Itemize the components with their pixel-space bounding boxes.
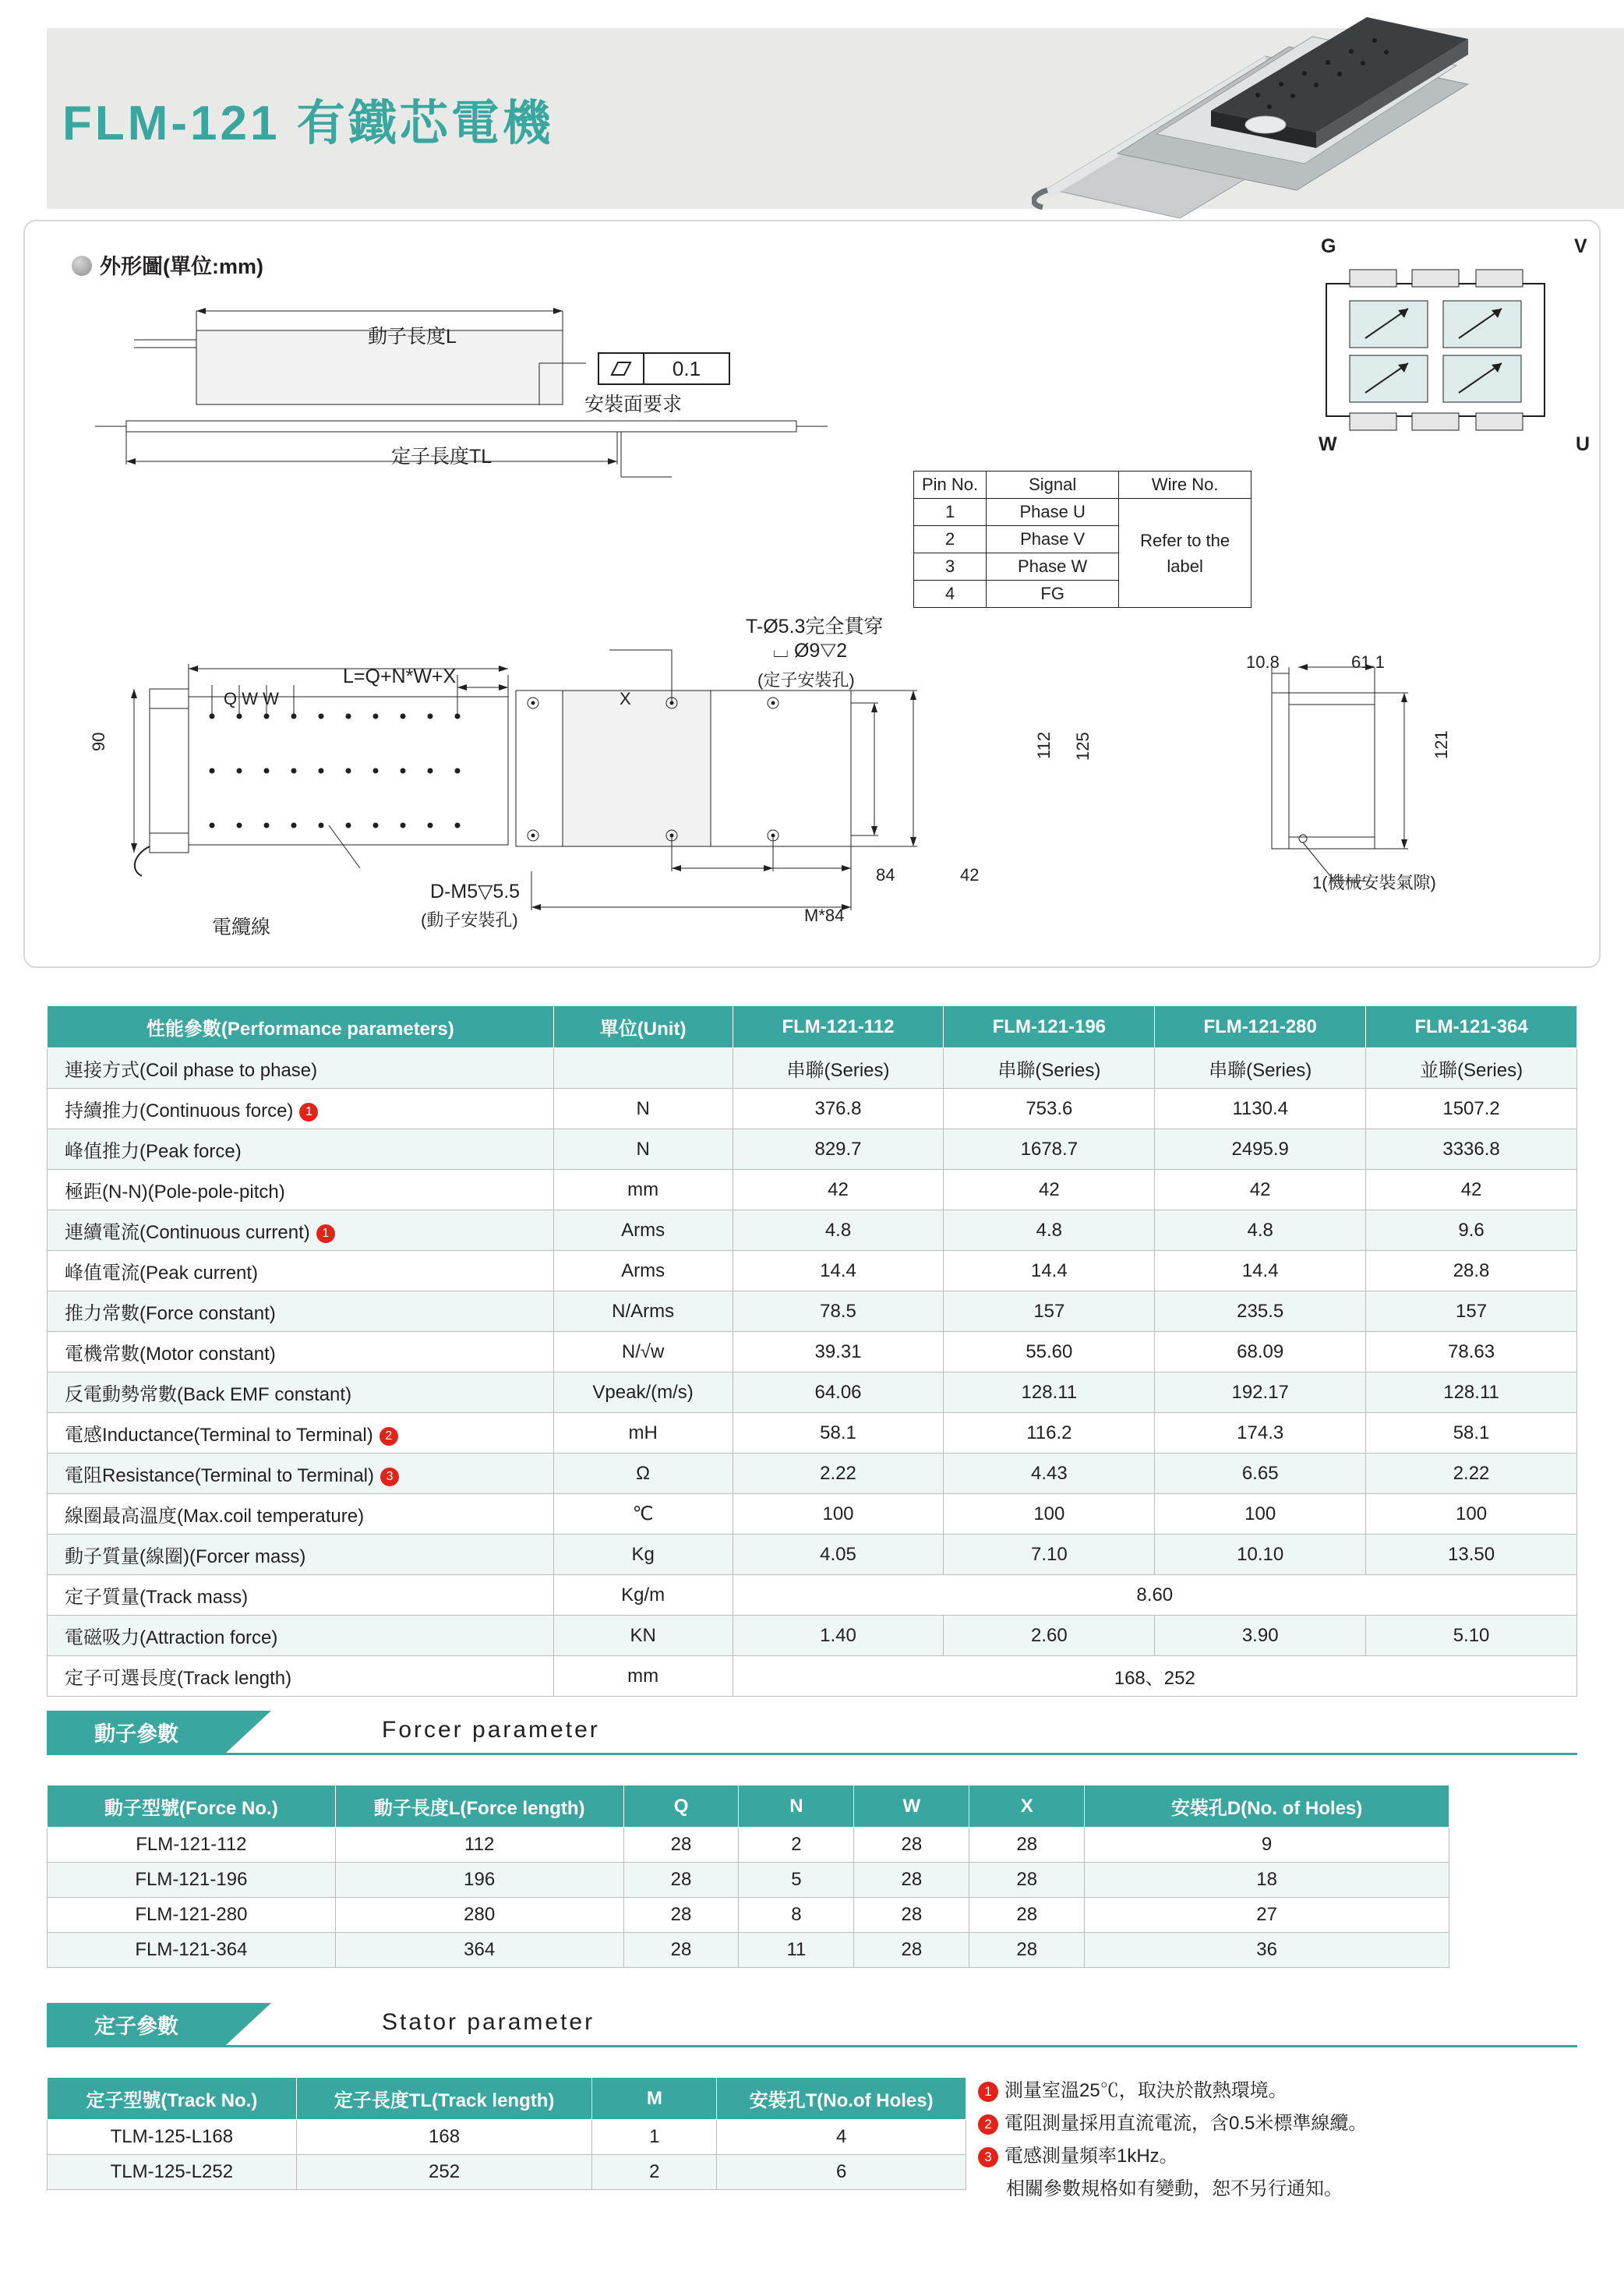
forcer-cell: 28 <box>854 1933 969 1968</box>
label-112: 112 <box>1034 731 1054 759</box>
perf-cell: 4.8 <box>733 1210 944 1251</box>
banner-triangle <box>226 1711 271 1753</box>
forcer-header-1: 動子長度L(Force length) <box>335 1786 623 1828</box>
perf-cell: 58.1 <box>733 1413 944 1454</box>
forcer-cell: 280 <box>335 1898 623 1933</box>
stator-cell: 168 <box>296 2120 592 2155</box>
table-row <box>48 1863 1449 1898</box>
pin-assignment-table <box>913 471 1252 608</box>
footnote-item: 1 測量室溫25℃，取決於散熱環境。 <box>978 2075 1586 2107</box>
perf-cell: 128.11 <box>1366 1372 1577 1413</box>
perf-cell: 1.40 <box>733 1616 944 1656</box>
perf-cell: 39.31 <box>733 1332 944 1372</box>
forcer-cell: 28 <box>623 1828 739 1863</box>
label-stator-hole-1: T-Ø5.3完全貫穿 <box>746 616 884 638</box>
stator-cell: TLM-125-L168 <box>48 2120 297 2155</box>
outline-drawing-panel <box>23 220 1601 968</box>
table-row <box>48 1494 1577 1535</box>
label-10-8: 10.8 <box>1246 652 1280 672</box>
label-U: U <box>1576 433 1590 455</box>
perf-header-2: FLM-121-112 <box>733 1006 944 1048</box>
stator-header-1: 定子長度TL(Track length) <box>296 2078 592 2120</box>
plan-view-drawing <box>126 642 1202 954</box>
label-stator-hole-3: (定子安裝孔) <box>757 670 855 690</box>
table-row <box>48 1372 1577 1413</box>
perf-cell: 100 <box>1155 1494 1366 1535</box>
stator-cell: 252 <box>296 2155 592 2190</box>
label-G: G <box>1321 235 1336 257</box>
label-cable: 電纜線 <box>212 917 271 938</box>
forcer-cell: 364 <box>335 1933 623 1968</box>
perf-cell: 4.05 <box>733 1535 944 1575</box>
perf-cell: 14.4 <box>944 1251 1155 1291</box>
perf-cell: 9.6 <box>1366 1210 1577 1251</box>
pin-cell: 1 <box>914 499 987 526</box>
forcer-cell: FLM-121-112 <box>48 1828 336 1863</box>
tolerance-frame-1: 0.1 <box>598 352 730 385</box>
stator-banner-label: 定子參數 <box>47 2003 226 2045</box>
label-mount-req-1: 安裝面要求 <box>584 394 683 415</box>
table-row <box>48 2120 966 2155</box>
perf-row-name: 推力常數(Force constant) <box>48 1291 554 1332</box>
perf-cell: 58.1 <box>1366 1413 1577 1454</box>
table-row <box>48 1332 1577 1372</box>
footnote-item: 3 電感測量頻率1kHz。 <box>978 2140 1586 2173</box>
banner-triangle <box>226 2003 271 2045</box>
stator-banner-english: Stator parameter <box>382 2009 595 2035</box>
note-marker-1: 1 <box>299 1103 318 1122</box>
table-row <box>48 1170 1577 1210</box>
label-42: 42 <box>960 865 980 885</box>
pin-cell: Phase U <box>987 499 1119 526</box>
label-stator-length: 定子長度TL <box>391 446 492 468</box>
perf-cell: 157 <box>1366 1291 1577 1332</box>
perf-cell: 42 <box>1155 1170 1366 1210</box>
table-row <box>48 1048 1577 1089</box>
note-marker-1: 1 <box>978 2082 998 2102</box>
perf-cell: 1678.7 <box>944 1129 1155 1170</box>
perf-cell: 42 <box>944 1170 1155 1210</box>
perf-row-name: 電磁吸力(Attraction force) <box>48 1616 554 1656</box>
perf-row-unit: Arms <box>553 1251 733 1291</box>
perf-cell: 4.8 <box>944 1210 1155 1251</box>
forcer-cell: 27 <box>1085 1898 1449 1933</box>
stator-table <box>47 2077 966 2190</box>
perf-cell: 串聯(Series) <box>1155 1048 1366 1089</box>
forcer-header-5: X <box>969 1786 1085 1828</box>
stator-header-3: 安裝孔T(No.of Holes) <box>717 2078 966 2120</box>
perf-cell: 4.8 <box>1155 1210 1366 1251</box>
perf-row-unit: N <box>553 1089 733 1129</box>
perf-cell: 1507.2 <box>1366 1089 1577 1129</box>
perf-cell: 128.11 <box>944 1372 1155 1413</box>
perf-row-unit: N <box>553 1129 733 1170</box>
pin-cell: 2 <box>914 526 987 553</box>
table-row <box>48 1291 1577 1332</box>
table-row <box>48 1413 1577 1454</box>
label-gap: 1(機械安裝氣隙) <box>1312 873 1436 892</box>
perf-row-unit: Ω <box>553 1454 733 1494</box>
perf-row-unit: KN <box>553 1616 733 1656</box>
forcer-cell: FLM-121-364 <box>48 1933 336 1968</box>
table-row <box>48 1251 1577 1291</box>
perf-cell: 14.4 <box>733 1251 944 1291</box>
perf-row-unit: mm <box>553 1656 733 1697</box>
perf-cell: 42 <box>733 1170 944 1210</box>
perf-cell: 78.63 <box>1366 1332 1577 1372</box>
forcer-cell: 28 <box>623 1933 739 1968</box>
stator-header-0: 定子型號(Track No.) <box>48 2078 297 2120</box>
forcer-cell: 8 <box>739 1898 854 1933</box>
forcer-cell: 28 <box>969 1863 1085 1898</box>
table-row <box>48 1454 1577 1494</box>
perf-row-unit: Kg <box>553 1535 733 1575</box>
label-stator-hole-2: ⌴ Ø9▽2 <box>773 640 848 662</box>
table-row <box>48 1210 1577 1251</box>
perf-row-name: 反電動勢常數(Back EMF constant) <box>48 1372 554 1413</box>
perf-cell: 2.22 <box>1366 1454 1577 1494</box>
perf-cell: 3336.8 <box>1366 1129 1577 1170</box>
perf-cell: 116.2 <box>944 1413 1155 1454</box>
pin-cell: FG <box>987 581 1119 608</box>
table-row <box>48 1616 1577 1656</box>
table-row <box>48 1898 1449 1933</box>
perf-cell: 235.5 <box>1155 1291 1366 1332</box>
forcer-header-6: 安裝孔D(No. of Holes) <box>1085 1786 1449 1828</box>
stator-header-2: M <box>592 2078 717 2120</box>
label-qww: Q W W <box>224 689 279 708</box>
perf-row-unit: Vpeak/(m/s) <box>553 1372 733 1413</box>
perf-row-name: 電機常數(Motor constant) <box>48 1332 554 1372</box>
perf-cell: 78.5 <box>733 1291 944 1332</box>
stator-table-wrap <box>47 2077 966 2190</box>
perf-row-name: 極距(N-N)(Pole-pole-pitch) <box>48 1170 554 1210</box>
perf-cell: 64.06 <box>733 1372 944 1413</box>
label-90: 90 <box>89 732 108 751</box>
table-row <box>48 1575 1577 1616</box>
perf-cell: 192.17 <box>1155 1372 1366 1413</box>
drawing-section-title: 外形圖(單位:mm) <box>72 249 263 280</box>
perf-cell: 2495.9 <box>1155 1129 1366 1170</box>
table-row <box>48 1129 1577 1170</box>
performance-table-wrap <box>47 1005 1577 1697</box>
perf-cell: 4.43 <box>944 1454 1155 1494</box>
perf-row-name: 定子可選長度(Track length) <box>48 1656 554 1697</box>
table-header-row <box>48 1786 1449 1828</box>
perf-row-unit: Kg/m <box>553 1575 733 1616</box>
label-x: X <box>620 689 631 708</box>
forcer-cell: FLM-121-196 <box>48 1863 336 1898</box>
perf-header-3: FLM-121-196 <box>944 1006 1155 1048</box>
perf-header-5: FLM-121-364 <box>1366 1006 1577 1048</box>
label-121: 121 <box>1432 730 1451 759</box>
forcer-cell: 36 <box>1085 1933 1449 1968</box>
table-row <box>48 1828 1449 1863</box>
label-61-1: 61.1 <box>1351 652 1385 672</box>
forcer-cell: 28 <box>969 1898 1085 1933</box>
perf-row-name: 定子質量(Track mass) <box>48 1575 554 1616</box>
pin-cell: Phase W <box>987 553 1119 581</box>
label-125: 125 <box>1073 732 1093 761</box>
perf-cell: 42 <box>1366 1170 1577 1210</box>
table-row <box>48 1933 1449 1968</box>
pin-cell: 4 <box>914 581 987 608</box>
label-84: 84 <box>876 865 895 885</box>
forcer-cell: 196 <box>335 1863 623 1898</box>
forcer-cell: 18 <box>1085 1863 1449 1898</box>
perf-cell: 68.09 <box>1155 1332 1366 1372</box>
footnote-item: 相關參數規格如有變動，恕不另行通知。 <box>1006 2178 1343 2199</box>
perf-cell: 55.60 <box>944 1332 1155 1372</box>
footnote-item: 2 電阻測量採用直流電流，含0.5米標準線纜。 <box>978 2107 1586 2140</box>
stator-cell: 4 <box>717 2120 966 2155</box>
forcer-cell: FLM-121-280 <box>48 1898 336 1933</box>
pin-header-2: Wire No. <box>1119 472 1252 499</box>
forcer-header-4: W <box>854 1786 969 1828</box>
forcer-cell: 5 <box>739 1863 854 1898</box>
forcer-header-3: N <box>739 1786 854 1828</box>
table-header-row <box>48 1006 1577 1048</box>
forcer-header-2: Q <box>623 1786 739 1828</box>
perf-cell: 3.90 <box>1155 1616 1366 1656</box>
table-row <box>48 1535 1577 1575</box>
perf-header-4: FLM-121-280 <box>1155 1006 1366 1048</box>
bullet-icon <box>72 256 92 276</box>
label-forcer-length: 動子長度L <box>368 326 457 348</box>
table-row <box>48 1089 1577 1129</box>
forcer-table-wrap <box>47 1785 1449 1968</box>
perf-row-name: 電阻Resistance(Terminal to Terminal) 3 <box>48 1454 554 1494</box>
forcer-cell: 2 <box>739 1828 854 1863</box>
perf-row-name: 電感Inductance(Terminal to Terminal) 2 <box>48 1413 554 1454</box>
perf-cell: 7.10 <box>944 1535 1155 1575</box>
perf-header-0: 性能參數(Performance parameters) <box>48 1006 554 1048</box>
perf-cell: 14.4 <box>1155 1251 1366 1291</box>
forcer-cell: 28 <box>854 1828 969 1863</box>
label-V: V <box>1574 235 1587 257</box>
perf-cell: 2.22 <box>733 1454 944 1494</box>
perf-cell: 10.10 <box>1155 1535 1366 1575</box>
label-m84: M*84 <box>804 906 845 925</box>
perf-row-name: 動子質量(線圈)(Forcer mass) <box>48 1535 554 1575</box>
note-marker-3: 3 <box>380 1468 399 1486</box>
perf-cell: 157 <box>944 1291 1155 1332</box>
label-formula: L=Q+N*W+X <box>343 666 457 687</box>
perf-cell: 753.6 <box>944 1089 1155 1129</box>
perf-cell: 376.8 <box>733 1089 944 1129</box>
side-view-drawing <box>48 276 906 517</box>
stator-cell: 6 <box>717 2155 966 2190</box>
product-photo <box>1032 9 1530 228</box>
forcer-table <box>47 1785 1449 1968</box>
perf-row-unit: mm <box>553 1170 733 1210</box>
perf-cell: 28.8 <box>1366 1251 1577 1291</box>
pin-cell: 3 <box>914 553 987 581</box>
table-header-row <box>48 2078 966 2120</box>
perf-cell: 6.65 <box>1155 1454 1366 1494</box>
perf-row-unit: N/√w <box>553 1332 733 1372</box>
perf-row-name: 連續電流(Continuous current) 1 <box>48 1210 554 1251</box>
perf-header-1: 單位(Unit) <box>553 1006 733 1048</box>
perf-cell: 100 <box>733 1494 944 1535</box>
table-row <box>48 2155 966 2190</box>
perf-row-unit: N/Arms <box>553 1291 733 1332</box>
perf-cell: 100 <box>1366 1494 1577 1535</box>
footnotes <box>978 2075 1586 2206</box>
note-marker-2: 2 <box>380 1427 398 1446</box>
perf-row-unit: mH <box>553 1413 733 1454</box>
forcer-cell: 28 <box>854 1898 969 1933</box>
note-marker-3: 3 <box>978 2147 998 2167</box>
forcer-cell: 28 <box>623 1898 739 1933</box>
pin-header-0: Pin No. <box>914 472 987 499</box>
phase-diagram <box>1272 253 1599 447</box>
perf-cell: 174.3 <box>1155 1413 1366 1454</box>
forcer-cell: 28 <box>969 1828 1085 1863</box>
perf-row-unit: Arms <box>553 1210 733 1251</box>
note-marker-2: 2 <box>978 2114 998 2135</box>
performance-table <box>47 1005 1577 1697</box>
table-row <box>48 1656 1577 1697</box>
pin-cell: Phase V <box>987 526 1119 553</box>
label-forcer-holes: D-M5▽5.5 <box>430 881 521 903</box>
forcer-banner-label: 動子參數 <box>47 1711 226 1753</box>
perf-cell-span: 168、252 <box>733 1656 1576 1697</box>
perf-row-name: 持續推力(Continuous force) 1 <box>48 1089 554 1129</box>
perf-cell-span: 8.60 <box>733 1575 1576 1616</box>
forcer-cell: 28 <box>969 1933 1085 1968</box>
perf-cell: 串聯(Series) <box>733 1048 944 1089</box>
forcer-cell: 28 <box>854 1863 969 1898</box>
forcer-cell: 112 <box>335 1828 623 1863</box>
banner-rule <box>47 1753 1577 1755</box>
pin-wire-note: Refer to the label <box>1119 499 1252 608</box>
pin-header-1: Signal <box>987 472 1119 499</box>
label-W: W <box>1319 433 1337 455</box>
perf-row-name: 線圈最高溫度(Max.coil temperature) <box>48 1494 554 1535</box>
perf-cell: 5.10 <box>1366 1616 1577 1656</box>
note-marker-1: 1 <box>316 1224 335 1243</box>
stator-cell: 2 <box>592 2155 717 2190</box>
label-forcer-holes-cn: (動子安裝孔) <box>421 910 518 930</box>
perf-row-unit <box>553 1048 733 1089</box>
forcer-section-banner <box>47 1711 1577 1753</box>
forcer-banner-english: Forcer parameter <box>382 1717 600 1743</box>
page-title: FLM-121 有鐵芯電機 <box>62 97 554 150</box>
perf-row-name: 峰值推力(Peak force) <box>48 1129 554 1170</box>
perf-cell: 並聯(Series) <box>1366 1048 1577 1089</box>
perf-cell: 2.60 <box>944 1616 1155 1656</box>
banner-rule <box>47 2045 1577 2047</box>
perf-cell: 串聯(Series) <box>944 1048 1155 1089</box>
perf-cell: 13.50 <box>1366 1535 1577 1575</box>
perf-row-name: 峰值電流(Peak current) <box>48 1251 554 1291</box>
perf-cell: 100 <box>944 1494 1155 1535</box>
perf-row-name: 連接方式(Coil phase to phase) <box>48 1048 554 1089</box>
stator-section-banner <box>47 2003 1577 2045</box>
stator-cell: TLM-125-L252 <box>48 2155 297 2190</box>
forcer-cell: 28 <box>623 1863 739 1898</box>
forcer-cell: 11 <box>739 1933 854 1968</box>
perf-cell: 829.7 <box>733 1129 944 1170</box>
perf-cell: 1130.4 <box>1155 1089 1366 1129</box>
forcer-cell: 9 <box>1085 1828 1449 1863</box>
forcer-header-0: 動子型號(Force No.) <box>48 1786 336 1828</box>
page-header <box>47 28 1624 209</box>
stator-cell: 1 <box>592 2120 717 2155</box>
perf-row-unit: ℃ <box>553 1494 733 1535</box>
